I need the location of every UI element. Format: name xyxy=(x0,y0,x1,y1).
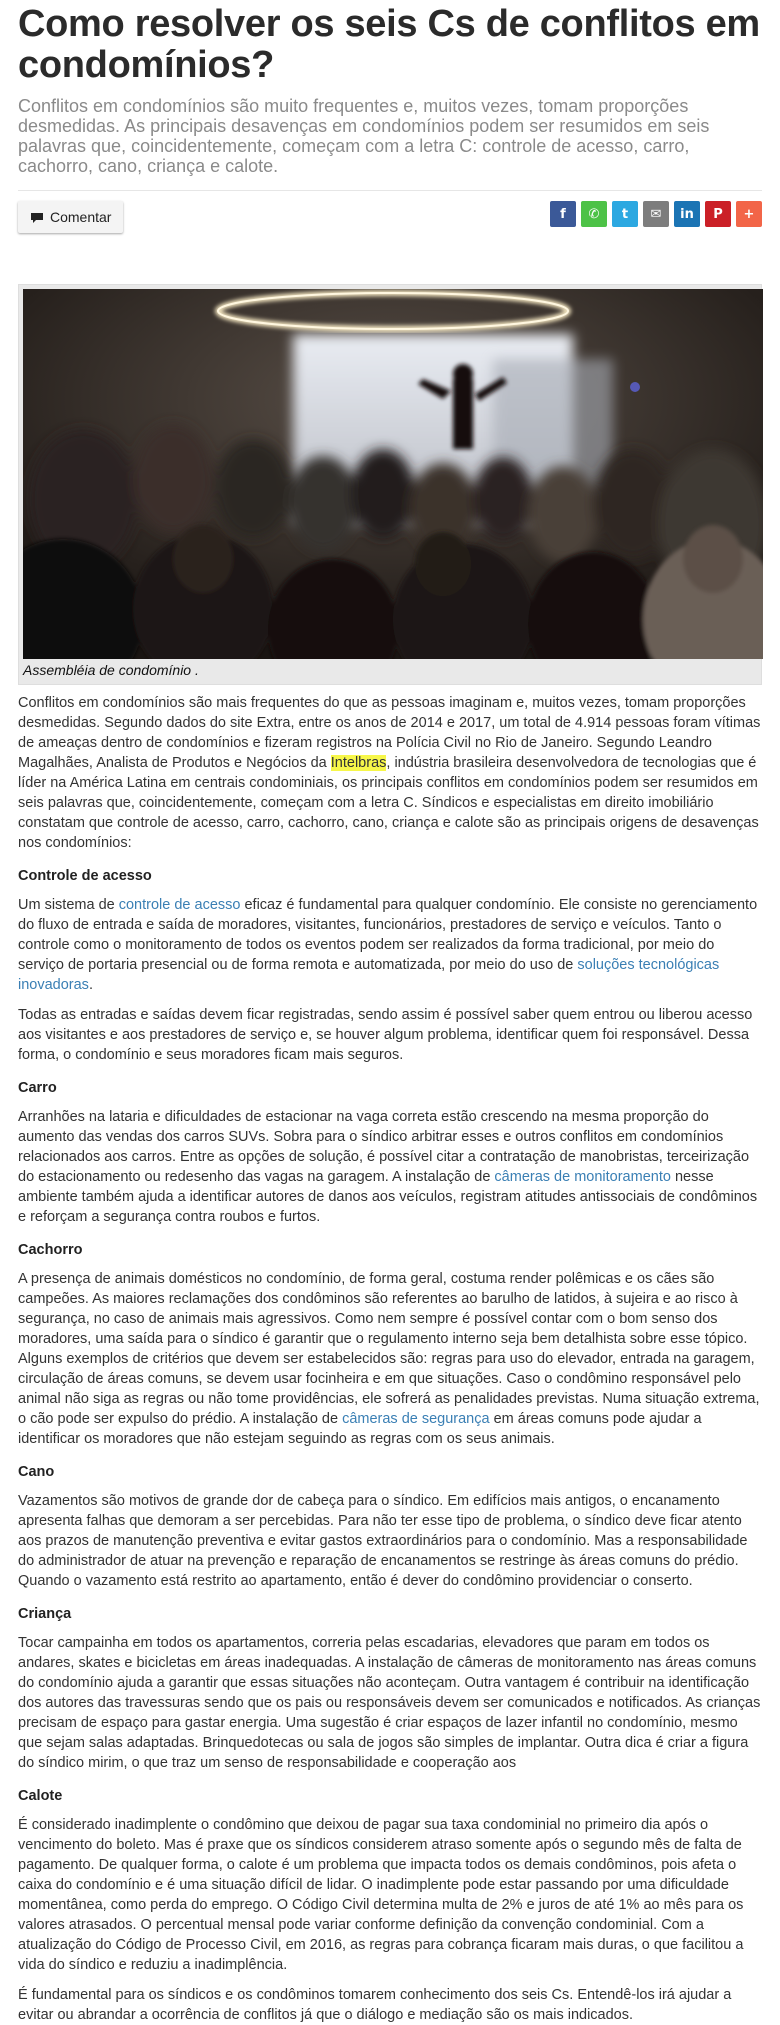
heading-controle-de-acesso: Controle de acesso xyxy=(18,868,152,884)
controle-text-a: Um sistema de xyxy=(18,897,119,913)
comment-button-label: Comentar xyxy=(50,209,112,225)
article-toolbar xyxy=(18,190,762,236)
carro-text-a: Arranhões na lataria e dificuldades de estacionar na vaga correta estão crescendo na mesma proporção do aumento das vendas dos carros SUVs. Sobra para o síndico arbitrar esses e outros conflitos em condomínios relacionados aos carros. Entre as opções de solução, é possível citar a contratação de manobristas, terceirização do estacionamento ou redesenho das vagas na garagem. A instalação de xyxy=(18,1109,750,1185)
heading-crianca: Criança xyxy=(18,1606,72,1622)
comment-button[interactable] xyxy=(18,201,123,233)
article-title: Como resolver os seis Cs de conflitos em condomínios? xyxy=(18,3,760,86)
carro-text-b: nesse ambiente também ajuda a identificar autores de danos aos veículos, registram atitudes antissociais de condôminos e reforçam a segurança contra roubos e furtos. xyxy=(18,1169,758,1225)
article-photo xyxy=(23,289,763,659)
cachorro-paragraph xyxy=(18,1269,762,1449)
intro-text-1: Conflitos em condomínios são mais frequentes do que as pessoas imaginam e, muitos vezes, tomam proporções desmedidas. Segundo dados do site Extra, entre os anos de 2014 e 2017, um total de 4.914 pessoas foram vítimas de ameaças dentro de condomínios e fizeram registros na Polícia Civil no Rio de Janeiro. Segundo Leandro Magalhães, Analista de Produtos e Negócios da xyxy=(18,695,761,771)
cameras-de-monitoramento-link[interactable]: câmeras de monitoramento xyxy=(494,1169,671,1185)
share-linkedin-button[interactable] xyxy=(674,201,700,227)
controle-de-acesso-link[interactable]: controle de acesso xyxy=(118,897,241,913)
intro-paragraph xyxy=(18,693,762,853)
intelbras-highlight: Intelbras xyxy=(330,755,387,771)
cameras-de-seguranca-link[interactable]: câmeras de segurança xyxy=(342,1411,490,1427)
controle-paragraph-2: Todas as entradas e saídas devem ficar registradas, sendo assim é possível saber quem entrou ou liberou acesso aos visitantes e aos prestadores de serviço e, se houver algum problema, identificar quem foi responsável. Dessa forma, o condomínio e seus moradores ficam mais seguros. xyxy=(18,1007,753,1063)
share-email-button[interactable] xyxy=(643,201,669,227)
heading-carro: Carro xyxy=(18,1080,57,1096)
photo-caption: Assembléia de condomínio . xyxy=(23,662,199,678)
linkedin-icon: in xyxy=(680,206,694,222)
facebook-icon: f xyxy=(560,206,566,222)
pinterest-icon: P xyxy=(713,206,723,222)
twitter-icon: t xyxy=(621,206,629,222)
share-twitter-button[interactable] xyxy=(612,201,638,227)
share-buttons xyxy=(550,201,762,227)
carro-paragraph xyxy=(18,1107,762,1227)
controle-text-b: eficaz é fundamental para qualquer condomínio. Ele consiste no gerenciamento do fluxo de entrada e saída de moradores, visitantes, funcionários, prestadores de serviço e veículos. Tanto o controle como o monitoramento de todos os eventos podem ser realizados da forma tradicional, por meio do serviço de portaria presencial ou de forma remota e automatizada, por meio do uso de xyxy=(18,897,758,973)
plus-icon: + xyxy=(743,206,755,222)
crianca-paragraph: Tocar campainha em todos os apartamentos, correria pelas escadarias, elevadores que param em todos os andares, skates e bicicletas em áreas inadequadas. A instalação de câmeras de monitoramento nas áreas comuns do condomínio ajuda a garantir que essas situações não aconteçam. Outra vantagem é contribuir na identificação dos autores das travessuras sendo que os pais ou responsáveis devem ser comunicados e notificados. As crianças precisam de espaço para gastar energia. Uma sugestão é criar espaços de lazer infantil no condomínio, mesmo que sejam salas adaptadas. Brinquedotecas ou sala de jogos são simples de implantar. Outra dica é criar a figura do síndico mirim, o que traz um senso de responsabilidade e cooperação aos xyxy=(18,1635,761,1771)
closing-paragraph: É fundamental para os síndicos e os condôminos tomarem conhecimento dos seis Cs. Entendê-los irá ajudar a evitar ou abrandar a ocorrência de conflitos já que o diálogo e mediação são os mais indicados. xyxy=(18,1987,732,2023)
cachorro-text-a: A presença de animais domésticos no condomínio, de forma geral, costuma render polêmicas e os cães são campeões. As maiores reclamações dos condôminos são referentes ao barulho de latidos, à sujeira e ao risco à segurança, no caso de animais mais agressivos. Como nem sempre é possível contar com o bom senso dos moradores, uma saída para o síndico é garantir que o regulamento interno seja bem detalhista sobre esse tópico. Alguns exemplos de critérios que devem ser estabelecidos são: regras para uso do elevador, entrada na garagem, circulação de áreas comuns, se devem usar focinheira e em que situações. Caso o condômino responsável pelo animal não siga as regras ou não tome providências, ele sofrerá as penalidades previstas. Numa situação extrema, o cão pode ser expulso do prédio. A instalação de xyxy=(18,1271,760,1427)
controle-text-c: . xyxy=(88,977,93,993)
share-more-button[interactable] xyxy=(736,201,762,227)
heading-calote: Calote xyxy=(18,1788,63,1804)
solucoes-tecnologicas-link[interactable]: soluções tecnológicas inovadoras xyxy=(18,957,720,993)
comment-icon xyxy=(30,211,44,223)
heading-cano: Cano xyxy=(18,1464,55,1480)
share-whatsapp-button[interactable] xyxy=(581,201,607,227)
calote-paragraph-1: É considerado inadimplente o condômino que deixou de pagar sua taxa condominial no primeiro dia após o vencimento do boleto. Mas é praxe que os síndicos considerem atraso somente após o segundo mês de falta de pagamento. De qualquer forma, o calote é um problema que impacta todos os demais condôminos, pois afeta o caixa do condomínio e é uma situação difícil de lidar. O inadimplente pode estar passando por uma dificuldade momentânea, como perda do emprego. O Código Civil determina multa de 2% e juros de até 1% ao mês para os valores atrasados. O percentual mensal pode variar conforme definição da convenção condominial. Com a atualização do Código de Processo Civil, em 2016, as regras para cobrança ficaram mais duras, o que facilitou a vida do síndico e reduziu a inadimplência. xyxy=(18,1817,744,1973)
email-icon: ✉ xyxy=(650,206,662,222)
whatsapp-icon: ✆ xyxy=(588,206,600,222)
intro-text-2: , indústria brasileira desenvolvedora de tecnologias que é líder na América Latina em centrais condominiais, os principais conflitos em condomínios podem ser resumidos em seis palavras que, coincidentemente, começam com a letra C. Síndicos e especialistas em direito imobiliário constatam que controle de acesso, carro, cachorro, cano, criança e calote são as principais origens de desavenças nos condomínios: xyxy=(18,755,759,851)
article-lead: Conflitos em condomínios são muito frequentes e, muitos vezes, tomam proporções desmedidas. As principais desavenças em condomínios podem ser resumidos em seis palavras que, coincidentemente, começam com a letra C: controle de acesso, carro, cachorro, cano, criança e calote. xyxy=(18,96,710,176)
share-facebook-button[interactable] xyxy=(550,201,576,227)
cachorro-text-b: em áreas comuns pode ajudar a identificar os moradores que não estejam seguindo as regras com os seus animais. xyxy=(18,1411,702,1447)
article-body xyxy=(18,693,762,2025)
controle-paragraph-1 xyxy=(18,895,762,995)
cano-paragraph: Vazamentos são motivos de grande dor de cabeça para o síndico. Em edifícios mais antigos, o encanamento apresenta falhas que demoram a ser percebidas. Para não ter esse tipo de problema, o síndico deve ficar atento aos prazos de manutenção preventiva e evitar gastos extraordinários para o condomínio. Mas a responsabilidade do administrador de atuar na prevenção e reparação de encanamentos se restringe às áreas comuns do prédio. Quando o vazamento está restrito ao apartamento, então é dever do condômino providenciar o conserto. xyxy=(18,1493,748,1589)
heading-cachorro: Cachorro xyxy=(18,1242,83,1258)
article-figure xyxy=(18,284,762,685)
share-pinterest-button[interactable] xyxy=(705,201,731,227)
